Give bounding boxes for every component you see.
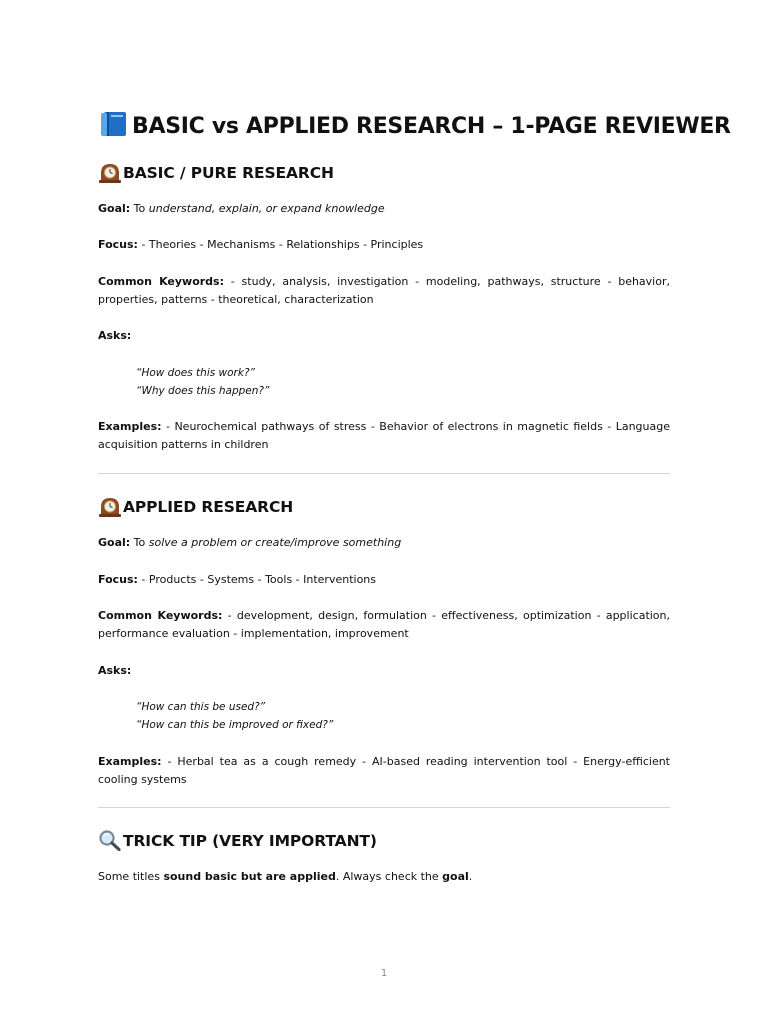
applied-goal	[98, 534, 670, 552]
applied-focus	[98, 571, 670, 589]
applied-ask-2: “How can this be improved or fixed?”	[136, 719, 334, 731]
tip-emphasis: goal	[442, 870, 469, 883]
page-number: 1	[380, 968, 388, 979]
basic-examples	[98, 418, 670, 454]
basic-section-heading	[98, 161, 334, 185]
tip-emphasis: sound basic but are applied	[163, 870, 336, 883]
section-divider	[98, 807, 670, 808]
goal-text: understand, explain, or expand knowledge	[148, 202, 385, 215]
goal-text: solve a problem or create/improve something	[148, 536, 402, 549]
focus-text: - Theories - Mechanisms - Relationships - Principles	[137, 238, 424, 251]
keywords-text: - development, design, formulation - effectiveness, optimization - application, performance evaluation - implementation, improvement	[98, 609, 671, 640]
tip-part: .	[468, 870, 473, 883]
magnifying-glass-icon	[98, 829, 122, 851]
applied-examples	[98, 753, 670, 789]
basic-asks-label	[98, 327, 670, 345]
section-divider	[98, 473, 670, 474]
mantelpiece-clock-icon	[98, 161, 122, 183]
goal-to: To	[130, 536, 149, 549]
basic-focus	[98, 236, 670, 254]
examples-label: Examples:	[98, 420, 162, 433]
focus-label: Focus:	[98, 238, 138, 251]
goal-to: To	[130, 202, 149, 215]
basic-goal	[98, 200, 670, 218]
tip-part: Some titles	[98, 870, 164, 883]
applied-keywords	[98, 607, 670, 643]
mantelpiece-clock-icon	[98, 495, 122, 517]
applied-section-heading	[98, 495, 293, 519]
tip-part: . Always check the	[335, 870, 443, 883]
focus-text: - Products - Systems - Tools - Interventions	[137, 573, 377, 586]
examples-text: - Herbal tea as a cough remedy - AI-based reading intervention tool - Energy-efficient cooling systems	[98, 755, 670, 786]
tip-section-heading	[98, 829, 377, 853]
basic-ask-1: “How does this work?”	[136, 367, 255, 379]
asks-label: Asks:	[98, 664, 132, 677]
applied-asks-label	[98, 662, 670, 680]
examples-text: - Neurochemical pathways of stress - Behavior of electrons in magnetic fields - Language acquisition patterns in children	[98, 420, 670, 451]
basic-keywords	[98, 273, 670, 309]
tip-text	[98, 868, 670, 886]
asks-label: Asks:	[98, 329, 132, 342]
applied-ask-1: “How can this be used?”	[136, 701, 266, 713]
examples-label: Examples:	[98, 755, 162, 768]
keywords-text: - study, analysis, investigation - modeling, pathways, structure - behavior, properties, patterns - theoretical, characterization	[98, 275, 670, 306]
title-text: BASIC vs APPLIED RESEARCH – 1-PAGE REVIEWER	[132, 114, 731, 139]
applied-heading-text: APPLIED RESEARCH	[123, 498, 294, 516]
keywords-label: Common Keywords:	[98, 275, 224, 288]
tip-heading-text: TRICK TIP (VERY IMPORTANT)	[123, 832, 377, 850]
goal-label: Goal:	[98, 536, 131, 549]
basic-heading-text: BASIC / PURE RESEARCH	[123, 164, 334, 182]
blue-book-icon	[98, 110, 130, 138]
basic-ask-2: “Why does this happen?”	[136, 385, 270, 397]
keywords-label: Common Keywords:	[98, 609, 223, 622]
goal-label: Goal:	[98, 202, 131, 215]
page-title	[98, 110, 731, 143]
focus-label: Focus:	[98, 573, 138, 586]
